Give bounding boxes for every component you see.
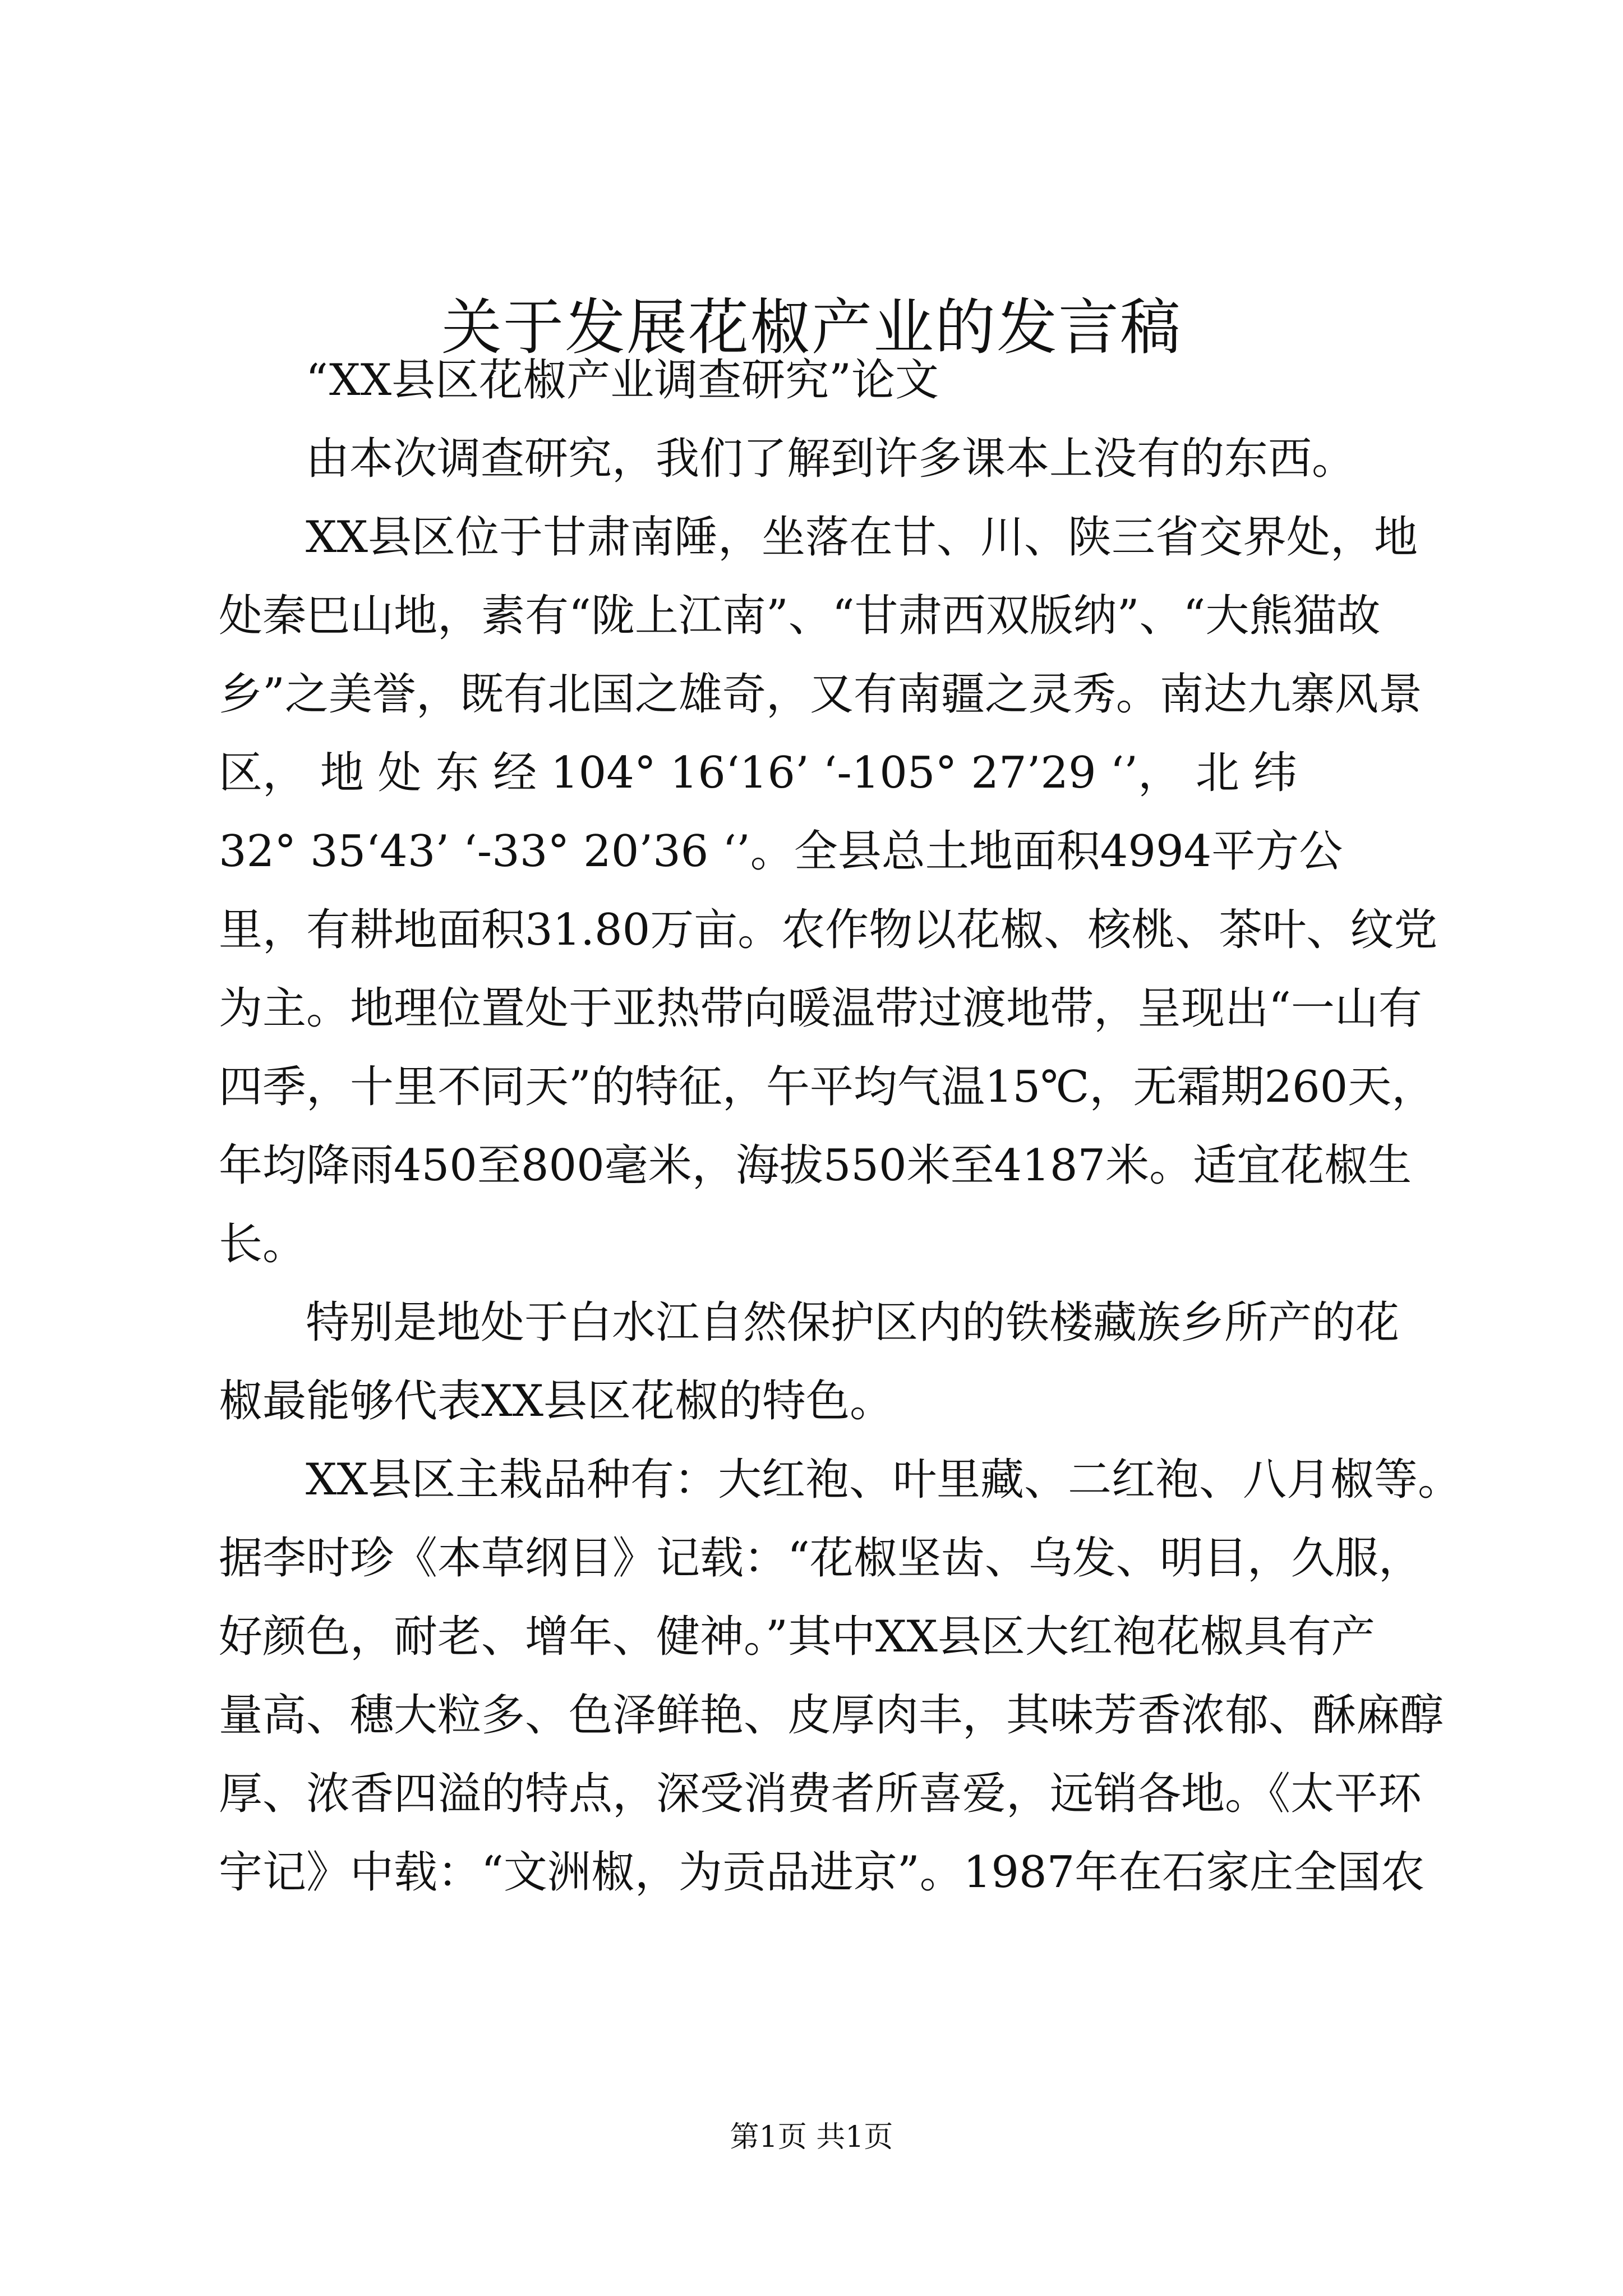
page-footer: 第1页 共1页: [730, 2120, 893, 2154]
paragraph-line: “XX县区花椒产业调查研究”论文: [306, 355, 939, 406]
paragraph-line: 据李时珍《本草纲目》记载：“花椒坚齿、乌发、明目，久服，: [219, 1533, 1422, 1584]
paragraph-line: 长。: [219, 1219, 307, 1269]
paragraph-line: 为主。地理位置处于亚热带向暖温带过渡地带，呈现出“一山有: [219, 983, 1422, 1034]
paragraph-line: XX县区位于甘肃南陲，坐落在甘、川、陕三省交界处，地: [306, 512, 1418, 563]
paragraph-line: XX县区主栽品种有：大红袍、叶里藏、二红袍、八月椒等。: [306, 1455, 1462, 1505]
paragraph-line: 量高、穗大粒多、色泽鲜艳、皮厚肉丰，其味芳香浓郁、酥麻醇: [219, 1690, 1444, 1741]
paragraph-line: 厚、浓香四溢的特点，深受消费者所喜爱，远销各地。《太平环: [219, 1769, 1422, 1819]
paragraph-line: 乡”之美誉，既有北国之雄奇，又有南疆之灵秀。南达九寨风景: [219, 669, 1422, 720]
document-title: 关于发展花椒产业的发言稿: [441, 293, 1182, 363]
paragraph-line: 32° 35‘43’ ‘-33° 20’36 ‘’。全县总土地面积4994平方公: [219, 826, 1343, 877]
paragraph-line: 处秦巴山地，素有“陇上江南”、“甘肃西双版纳”、“大熊猫故: [219, 591, 1381, 641]
paragraph-line: 里，有耕地面积31.80万亩。农作物以花椒、核桃、茶叶、纹党: [219, 905, 1438, 955]
paragraph-line: 由本次调查研究，我们了解到许多课本上没有的东西。: [306, 434, 1356, 484]
paragraph-line: 好颜色，耐老、增年、健神。”其中XX县区大红袍花椒具有产: [219, 1612, 1375, 1662]
paragraph-line: 椒最能够代表XX县区花椒的特色。: [219, 1376, 894, 1427]
paragraph-line: 年均降雨450至800毫米，海拔550米至4187米。适宜花椒生: [219, 1140, 1412, 1191]
paragraph-line: 区， 地 处 东 经 104° 16‘16’ ‘-105° 27’29 ‘’， 北 纬: [219, 748, 1297, 798]
paragraph-line: 特别是地处于白水江自然保护区内的铁楼藏族乡所产的花: [306, 1297, 1400, 1348]
paragraph-line: 四季，十里不同天”的特征，午平均气温15℃，无霜期260天，: [219, 1062, 1436, 1112]
paragraph-line: 宇记》中载：“文洲椒，为贡品进京”。1987年在石家庄全国农: [219, 1847, 1425, 1898]
